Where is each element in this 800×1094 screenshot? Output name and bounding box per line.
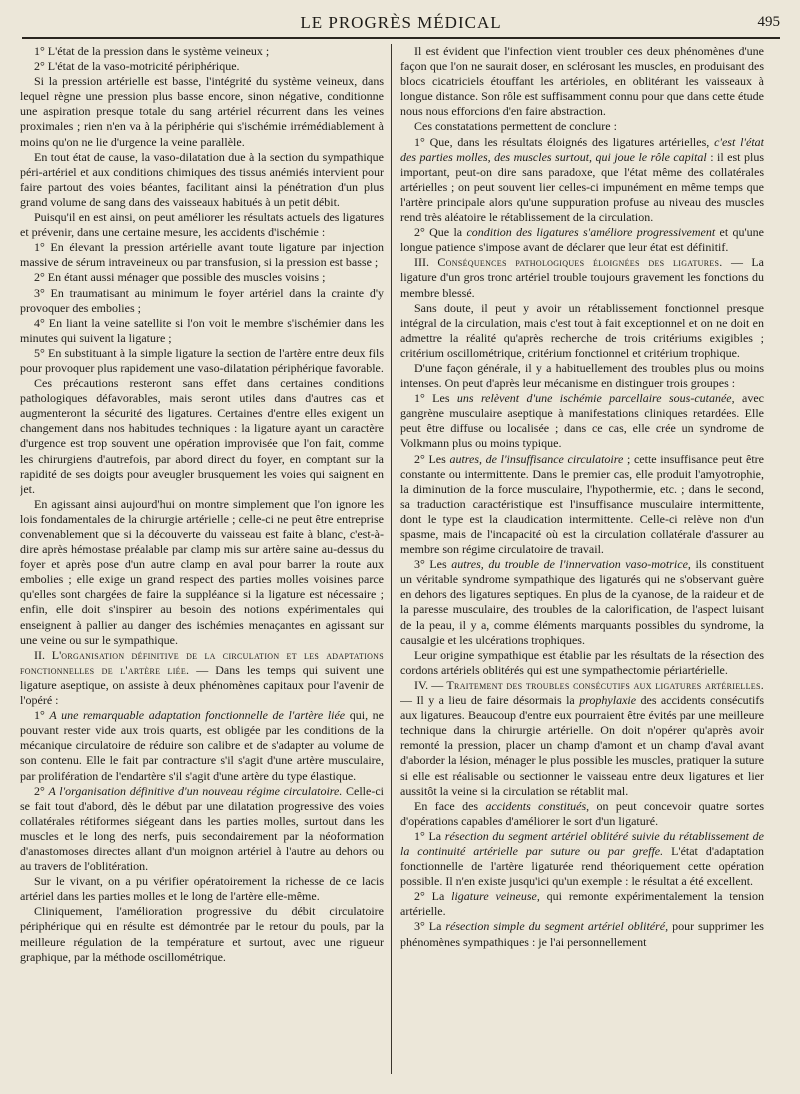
- paragraph-text: des accidents consécutifs aux ligatures. Beaucoup d'entre eux pourraient être évités par une meilleure technique dans la chirurgie artérielle. On doit n'opérer qu'après avoir remonté la pression, placer un champ d'amont et un champ d'aval avant d'aborder la lésion, ménager le plus possible les muscles, pratiquer la suture si elle est réalisable ou sectionner le vaisseau entre deux ligatures et lier aussitôt la veine si la circulation se rétablit mal.: [400, 693, 764, 798]
- paragraph-text: : il est plus important, peut-on dire sans paradoxe, que l'état même des collatérales artérielles ; on peut souvent lier celles-ci impunément en même temps que l'artère principale alors qu'une suppuration profuse au niveau des muscles rend très aléatoire le rétablissement de la circulation.: [400, 149, 764, 225]
- paragraph-text: pour supprimer les phénomènes sympathiques : je l'ai personnellement: [400, 919, 764, 949]
- running-header: [22, 9, 780, 39]
- paragraph-text: — Il y a lieu de faire désormais la: [400, 693, 580, 708]
- paragraph-text: ; cette insuffisance peut être constante ou intermittente. Dans le premier cas, elle produit l'amyotrophie, la diminution de la force musculaire, l'hypothermie, etc. ; dans le second, sa traduction caractéristique est l'insuffisance musculaire intermittente, dont le type est la claudication intermittente. Celle-ci relève non d'un spasme, mais de l'incapacité où est la circulation collatérale d'assurer au membre son régime circulatoire de travail.: [400, 451, 764, 557]
- emphasis-text: autres, de l'insuffisance circulatoire: [449, 451, 624, 466]
- paragraph: [20, 784, 384, 875]
- paragraph-lead: 2° Que la: [414, 225, 467, 240]
- section-title: Traitement des troubles consécutifs aux ligatures artérielles.: [446, 677, 764, 692]
- paragraph: 2° En étant aussi ménager que possible des muscles voisins ;: [34, 270, 326, 285]
- emphasis-text: prophylaxie: [579, 693, 637, 708]
- emphasis-text: résection simple du segment artériel oblitéré,: [445, 919, 669, 934]
- paragraph-lead: 2° Les: [414, 451, 450, 466]
- emphasis-text: ligature veineuse,: [451, 889, 540, 904]
- paragraph: 4° En liant la veine satellite si l'on voit le membre s'ischémier dans les minutes qui suivent la ligature ;: [20, 315, 384, 345]
- section-number: II. L': [34, 647, 62, 662]
- paragraph: [400, 829, 764, 889]
- paragraph: 1° L'état de la pression dans le système veineux ;: [34, 44, 270, 58]
- emphasis-text: A une remarquable adaptation fonctionnelle de l'artère liée: [49, 708, 346, 723]
- paragraph-lead: 1°: [34, 708, 50, 723]
- column-divider: [391, 44, 392, 1074]
- paragraph-text: , ils constituent un véritable syndrome sympathique des ligaturés qui ne s'observant guère en dehors des ligatures septiques. En plus de la cyanose, de la raideur et de la paresse musculaire, des troubles de la calorification, de l'aspect luisant de la peau, il y a, comme éléments marquants possibles du syndrome, la causalgie et les ulcérations trophiques.: [400, 557, 764, 647]
- emphasis-text: c'est l'état des parties molles, des muscles surtout, qui joue le rôle capital: [400, 134, 764, 164]
- paragraph-text: et qu'une longue patience s'impose avant de déclarer que leur état est définitif.: [400, 225, 764, 255]
- paragraph: Sur le vivant, on a pu vérifier opératoirement la richesse de ce lacis artériel dans les parties molles et le long de l'artère elle-même.: [20, 874, 384, 904]
- paragraph-lead: 2° La: [414, 889, 452, 904]
- paragraph: Il est évident que l'infection vient troubler ces deux phénomènes d'une façon que l'on ne saurait doser, en sclérosant les muscles, en produisant des blocs cicatriciels étouffant les artérioles, en oblitérant les vaisseaux à longue distance. Son rôle est suffisamment connu pour que dans cette étude nous nous efforcions d'en faire abstraction.: [400, 44, 764, 119]
- paragraph: D'une façon générale, il y a habituellement des troubles plus ou moins intenses. On peut d'après leur mécanisme en distinguer trois groupes :: [400, 360, 764, 391]
- paragraph: Si la pression artérielle est basse, l'intégrité du système veineux, dans lequel règne une pression plus basse encore, sinon négative, conditionne une aspiration presque totale du sang artériel récurrent dans les veines proximales ; rien n'en va à la périphérie qui s'ischémie irrémédiablement à moins qu'on ne lie d'urgence la veine parallèle.: [20, 74, 384, 149]
- paragraph: Puisqu'il en est ainsi, on peut améliorer les résultats actuels des ligatures et prévenir, dans une certaine mesure, les accidents d'ischémie :: [20, 210, 384, 240]
- section-heading-paragraph: [400, 255, 764, 300]
- paragraph: En agissant ainsi aujourd'hui on montre simplement que l'on ignore les lois fondamentales de la chirurgie artérielle ; celle-ci ne peut être entreprise convenablement que si la découverte du vaisseau est faite à blanc, c'est-à-dire après hémostase préalable par clamp mis sur artère saine au-dessus du foyer et après pose d'un autre clamp en aval pour barrer la route aux embolies ; elle exige un grand respect des parties molles voisines parce qu'elles sont chargées de faire la suppléance si la ligature est nécessaire ; enfin, elle doit s'inspirer au besoin des notions expérimentales qui enseignent à pallier au danger des ischémies menaçantes en agissant sur une veine ou sur le sympathique.: [20, 496, 384, 647]
- paragraph-lead: 1° Que, dans les résultats éloignés des ligatures artérielles,: [414, 134, 715, 149]
- emphasis-text: uns relèvent d'une ischémie parcellaire sous-cutanée: [456, 391, 732, 406]
- section-title: organisation définitive de la circulation et les adaptations fonctionnelles de l'artère liée.: [20, 647, 384, 677]
- paragraph: Cliniquement, l'amélioration progressive du débit circulatoire périphérique qui en résulte est démontrée par le retour du pouls, par la meilleure régulation de la température et surtout, avec une rigueur graphique, par la méthode oscillométrique.: [20, 904, 384, 964]
- paragraph: 2° L'état de la vaso-motricité périphérique.: [34, 59, 240, 74]
- paragraph: En tout état de cause, la vaso-dilatation due à la section du sympathique péri-artériel et aux conditions chimiques des tissus anémiés intervient pour faire partout des voies béantes, facilitant ainsi la pénétration d'un plus grand volume de sang dans des vaisseaux habitués à un petit débit.: [20, 149, 384, 209]
- paragraph: Leur origine sympathique est établie par les résultats de la résection des cordons artériels oblitérés qui est une sympathectomie périartérielle.: [400, 647, 764, 677]
- paragraph-text: qui, ne pouvant rester vide aux trois quarts, est obligée par les conditions de la mécanique circulatoire de réduire son calibre et de s'adapter au volume de son contenu. Elle le fait par contracture s'il s'agit d'une artère musculaire, par prolifération de l'endartère s'il s'agit d'une artère du type élastique.: [20, 708, 384, 783]
- paragraph-lead: 2°: [34, 783, 49, 798]
- paragraph: [400, 557, 764, 648]
- emphasis-text: A l'organisation définitive d'un nouveau régime circulatoire.: [48, 783, 343, 798]
- paragraph: [400, 135, 764, 226]
- section-heading-paragraph: [400, 678, 764, 799]
- emphasis-text: condition des ligatures s'améliore progressivement: [466, 225, 716, 240]
- paragraph: [20, 708, 384, 783]
- emphasis-text: autres, du trouble de l'innervation vaso-motrice: [451, 557, 688, 572]
- paragraph: [400, 889, 764, 919]
- paragraph-text: — La ligature d'un gros tronc artériel trouble toujours gravement les fonctions du membre blessé.: [400, 255, 764, 300]
- paragraph-text: L'état d'adaptation fonctionnelle de l'artère ligaturée rend théoriquement cette opération possible. Il n'en existe jusqu'ici qu'un exemple : le résultat a été excellent.: [400, 843, 764, 889]
- page-number: 495: [757, 14, 780, 30]
- paragraph-lead: 3° Les: [414, 557, 452, 572]
- paragraph: 1° En élevant la pression artérielle avant toute ligature par injection massive de sérum intraveineux ou par transfusion, si la pression est basse ;: [20, 240, 384, 270]
- emphasis-text: accidents constitués: [485, 798, 587, 813]
- left-column: [20, 44, 384, 1084]
- paragraph-lead: 3° La: [414, 919, 446, 934]
- paragraph: [400, 225, 764, 255]
- paragraph-lead: En face des: [414, 798, 486, 813]
- paragraph-lead: 1° Les: [414, 391, 457, 406]
- paragraph: [400, 919, 764, 949]
- paragraph: Ces constatations permettent de conclure :: [414, 119, 617, 134]
- paragraph: Sans doute, il peut y avoir un rétablissement fonctionnel presque intégral de la circulation, mais c'est tout à fait exceptionnel et on ne doit en admettre la réalité qu'après recherche de trois critériums exigibles ; critérium oscillométrique, critérium fonctionnel et critérium trophique.: [400, 300, 764, 360]
- paragraph: [400, 452, 764, 558]
- section-number: III.: [414, 255, 438, 270]
- paragraph-lead: 1° La: [414, 828, 445, 843]
- section-heading-paragraph: [20, 648, 384, 708]
- paragraph-text: , on peut concevoir quatre sortes d'opérations capables d'améliorer le sort d'un ligaturé.: [400, 798, 764, 828]
- paragraph: 5° En substituant à la simple ligature la section de l'artère entre deux fils pour provoquer plus rapidement une vaso-dilatation périphérique favorable.: [20, 345, 384, 375]
- paragraph: Ces précautions resteront sans effet dans certaines conditions pathologiques défavorables, mais seront utiles dans d'autres cas et augmenteront la sécurité des ligatures. Certaines d'entre elles exigent un changement dans nos habitudes techniques : la ligature ayant un caractère d'urgence est trop souvent une opération improvisée que l'on fait, comme les chirurgiens d'autrefois, par abord direct du foyer, en comptant sur la rapidité de ses doigts pour aveugler brusquement les voies qui saignent en jet.: [20, 376, 384, 496]
- emphasis-text: résection du segment artériel oblitéré suivie du rétablissement de la continuité artérielle par suture ou par greffe.: [400, 828, 764, 858]
- paragraph: [400, 799, 764, 829]
- journal-title: LE PROGRÈS MÉDICAL: [300, 13, 502, 32]
- right-column: [400, 44, 764, 1084]
- paragraph-text: , avec gangrène musculaire aseptique à manifestations cliniques retardées. Elle peut être diffuse ou localisée ; dans ce cas, elle crée un syndrome de Volkmann plus ou moins typique.: [400, 391, 764, 451]
- section-number: IV. —: [414, 677, 447, 692]
- paragraph-text: Celle-ci se fait tout d'abord, dès le début par une dilatation progressive des voies collatérales rétiformes siégeant dans les parties molles, surtout dans les muscles et le long des nerfs, puis secondairement par la néoformation d'anastomoses directes allant d'un moignon artériel à l'autre au dehors ou au travers de l'oblitération.: [20, 783, 384, 874]
- paragraph-text: qui remonte expérimentalement la tension artérielle.: [400, 889, 764, 919]
- paragraph: [400, 391, 764, 451]
- section-title: Conséquences pathologiques éloignées des ligatures.: [437, 255, 723, 270]
- paragraph: 3° En traumatisant au minimum le foyer artériel dans la crainte d'y provoquer des embolies ;: [20, 285, 384, 315]
- paragraph-text: — Dans les temps qui suivent une ligature aseptique, on assiste à deux phénomènes capitaux pour l'avenir de l'opéré :: [20, 662, 384, 708]
